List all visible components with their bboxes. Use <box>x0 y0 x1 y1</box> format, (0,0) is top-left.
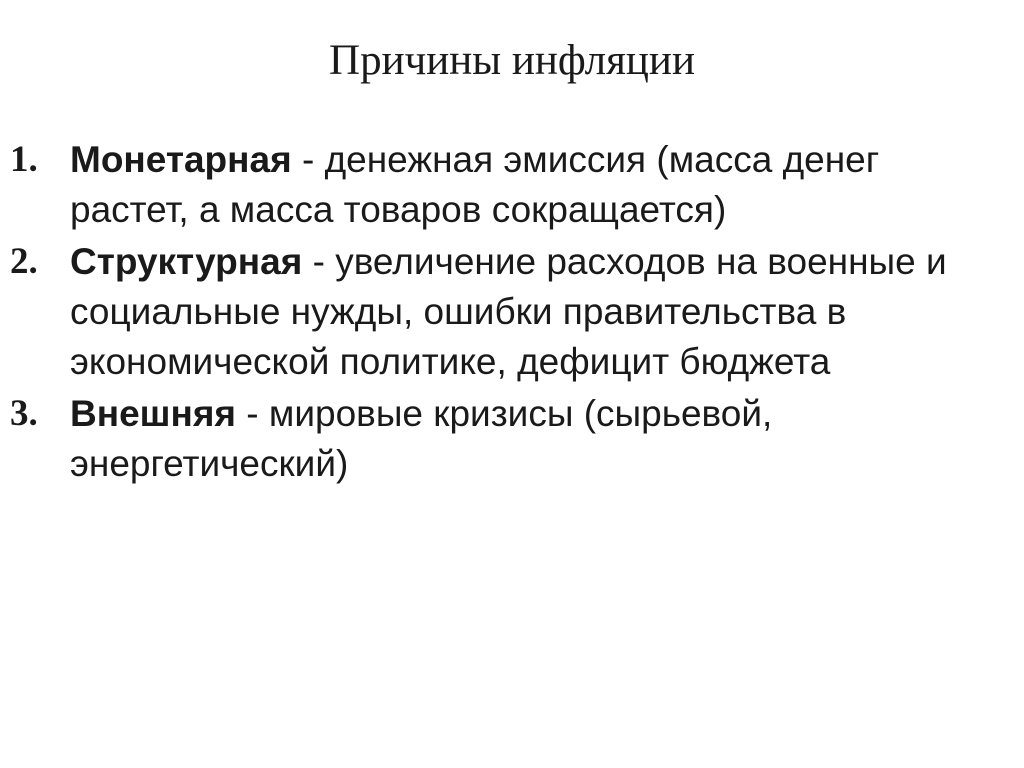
list-item-external <box>10 389 1000 489</box>
list-item-term: Монетарная <box>70 139 292 180</box>
list-item-text: - увеличение расходов на военные и социальные нужды, ошибки правительства в экономической политике, дефицит бюджета <box>70 241 947 382</box>
list-item-monetary <box>10 135 1000 235</box>
list-item-number: 3. <box>10 393 38 434</box>
list-item-text: - мировые кризисы (сырьевой, энергетический) <box>70 393 773 484</box>
list-item-term: Структурная <box>70 241 303 282</box>
causes-list <box>10 135 1000 491</box>
slide-title: Причины инфляции <box>329 37 695 84</box>
list-item-number: 2. <box>10 241 38 282</box>
list-item-number: 1. <box>10 139 38 180</box>
list-item-structural <box>10 237 1000 387</box>
list-item-text: - денежная эмиссия (масса денег растет, а масса товаров сокращается) <box>70 139 880 230</box>
list-item-term: Внешняя <box>70 393 237 434</box>
